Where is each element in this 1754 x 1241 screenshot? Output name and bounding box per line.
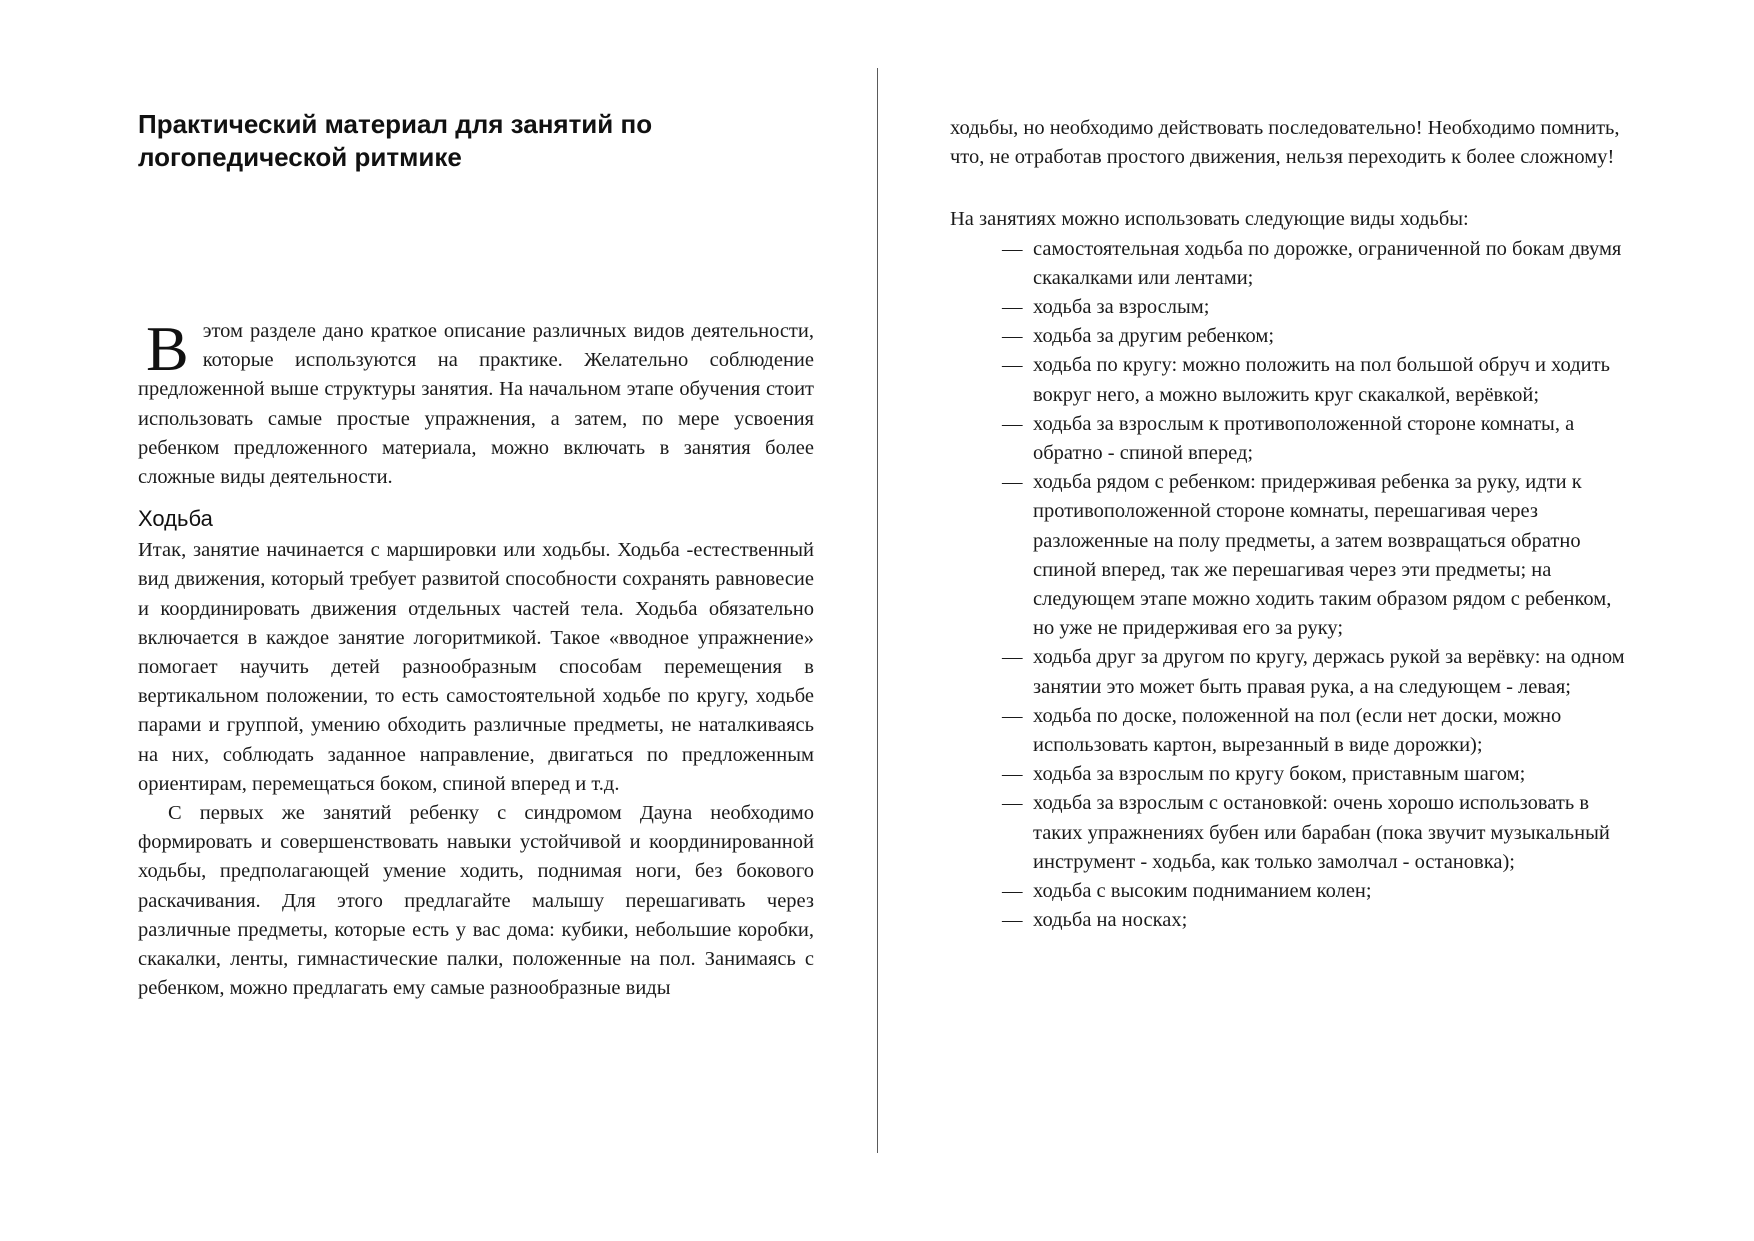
list-dash: — [1002, 471, 1023, 494]
list-item-text: ходьба друг за другом по кругу, держась рукой за верёвку: на одном занятии это может быть правая рука, а на следующем - левая; [1033, 646, 1625, 698]
list-item [1002, 293, 1634, 322]
list-item [1002, 877, 1634, 906]
list-item-text: ходьба за взрослым с остановкой: очень хорошо использовать в таких упражнениях бубен или барабан (пока звучит музыкальный инструмент - ходьба, как только замолчал - остановка); [1033, 792, 1610, 873]
list-item [1002, 789, 1634, 877]
list-item-text: ходьба за другим ребенком; [1033, 325, 1275, 348]
list-item-text: ходьба с высоким подниманием колен; [1033, 880, 1372, 903]
list-dash: — [1002, 909, 1023, 932]
list-item [1002, 643, 1634, 701]
list-item [1002, 235, 1634, 293]
list-item [1002, 322, 1634, 351]
intro-paragraph [138, 313, 814, 492]
continuation-paragraph: ходьбы, но необходимо действовать последовательно! Необходимо помнить, что, не отработав простого движения, нельзя переходить к более сложному! [950, 117, 1620, 169]
page-divider [877, 68, 878, 1153]
list-item [1002, 468, 1634, 643]
list-item [1002, 410, 1634, 468]
list-dash: — [1002, 237, 1023, 260]
list-item-text: ходьба по доске, положенной на пол (если нет доски, можно использовать картон, вырезанный в виде дорожки); [1033, 704, 1562, 757]
drop-cap: В [146, 313, 189, 384]
list-item-text: самостоятельная ходьба по дорожке, ограниченной по бокам двумя скакалками или лентами; [1033, 237, 1622, 289]
list-dash: — [1002, 325, 1023, 348]
list-item-text: ходьба рядом с ребенком: придерживая ребенка за руку, идти к противоположенной стороне комнаты, перешагивая через разложенные на полу предметы, а затем возвращаться обратно спиной вперед, так же перешагивая через эти предметы; на следующем этапе можно ходить таким образом рядом с ребенком, но уже не придерживая его за руку; [1033, 471, 1612, 640]
list-item [1002, 906, 1634, 935]
walking-types-list [950, 235, 1634, 936]
page-title-line1: Практический материал для занятий по [138, 109, 653, 139]
list-dash: — [1002, 704, 1023, 727]
left-page [138, 108, 814, 1003]
page-title-line2: логопедической ритмике [138, 142, 462, 172]
list-intro: На занятиях можно использовать следующие виды ходьбы: [950, 208, 1469, 231]
list-item [1002, 351, 1634, 409]
list-dash: — [1002, 792, 1023, 815]
list-dash: — [1002, 880, 1023, 903]
list-dash: — [1002, 646, 1023, 669]
list-dash: — [1002, 763, 1023, 786]
section-heading-walking: Ходьба [138, 506, 213, 532]
list-dash: — [1002, 412, 1023, 435]
intro-text: этом разделе дано краткое описание различных видов деятельности, которые используются на практике. Желательно соблюдение предложенной выше структуры занятия. На начальном этапе обучения стоит использовать самые простые упражнения, а затем, по мере усвоения ребенком предложенного материала, можно включать в занятия более сложные виды деятельности. [138, 320, 814, 489]
list-item [1002, 760, 1634, 789]
list-item [1002, 702, 1634, 760]
right-page [950, 114, 1634, 935]
walking-paragraph-2: С первых же занятий ребенку с синдромом Дауна необходимо формировать и совершенствовать навыки устойчивой и координированной ходьбы, предполагающей умение ходить, поднимая ноги, без бокового раскачивания. Для этого предлагайте малышу перешагивать через различные предметы, которые есть у вас дома: кубики, небольшие коробки, скакалки, ленты, гимнастические палки, положенные на пол. Занимаясь с ребенком, можно предлагать ему самые разнообразные виды [138, 802, 814, 1000]
list-item-text: ходьба за взрослым по кругу боком, приставным шагом; [1033, 763, 1526, 786]
list-dash: — [1002, 354, 1023, 377]
list-item-text: ходьба по кругу: можно положить на пол большой обруч и ходить вокруг него, а можно выложить круг скакалкой, верёвкой; [1033, 354, 1610, 406]
list-dash: — [1002, 296, 1023, 319]
page-title [138, 108, 814, 174]
list-item-text: ходьба за взрослым; [1033, 296, 1210, 319]
list-item-text: ходьба за взрослым к противоположенной стороне комнаты, а обратно - спиной вперед; [1033, 412, 1575, 465]
walking-paragraph-1: Итак, занятие начинается с маршировки или ходьбы. Ходьба -естественный вид движения, который требует развитой способности сохранять равновесие и координировать движения отдельных частей тела. Ходьба обязательно включается в каждое занятие логоритмикой. Такое «вводное упражнение» помогает научить детей разнообразным способам перемещения в вертикальном положении, то есть самостоятельной ходьбе по кругу, ходьбе парами и группой, умению обходить различные предметы, не наталкиваясь на них, соблюдать заданное направление, двигаться по предложенным ориентирам, перемещаться боком, спиной вперед и т.д. [138, 539, 814, 795]
list-item-text: ходьба на носках; [1033, 909, 1188, 932]
